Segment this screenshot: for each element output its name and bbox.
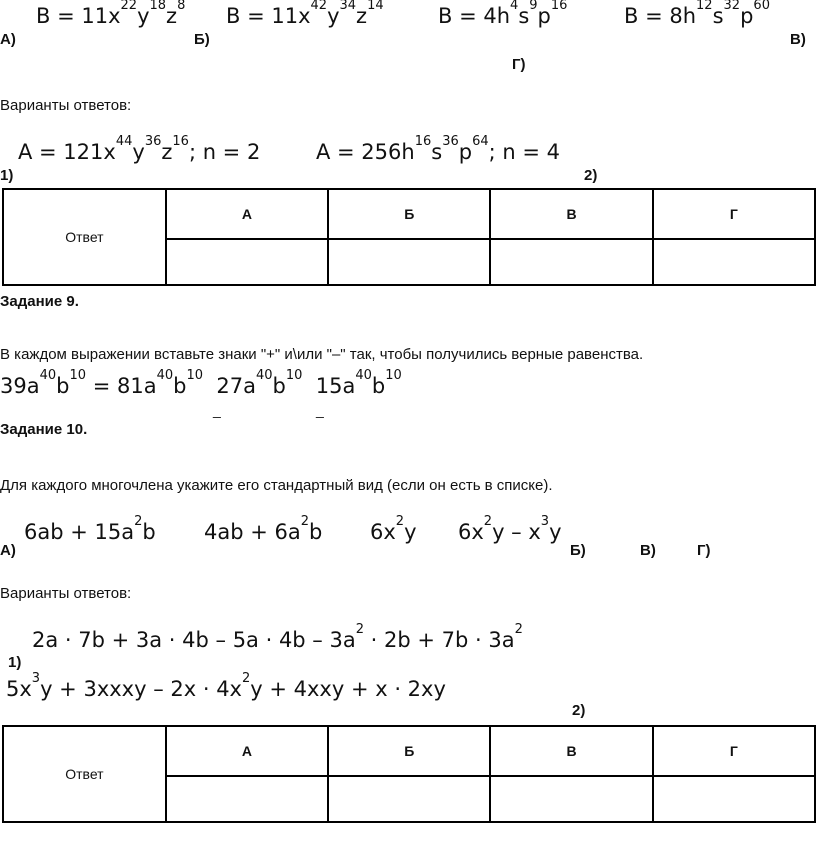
- task10-label-a: А): [0, 542, 16, 559]
- col-header-g: Г: [653, 189, 815, 239]
- answer-cell-g[interactable]: [653, 776, 815, 822]
- task10-option-g: $6x^2y - x^3y$: [458, 514, 562, 544]
- task9-instruction: В каждом выражении вставьте знаки "+" и\или "–" так, чтобы получились верные равенства.: [0, 346, 644, 363]
- answer-cell-b[interactable]: [328, 776, 490, 822]
- col-header-b: Б: [328, 726, 490, 776]
- formula-v: $B = 8h^{12}s^{32}p^{60}$: [624, 0, 770, 28]
- answer-table-1: [2, 188, 816, 286]
- answer-label-1: 1): [0, 167, 14, 184]
- task9-blank-2[interactable]: _: [316, 402, 324, 418]
- task10-label-v: В): [640, 542, 656, 559]
- col-header-v: В: [490, 726, 652, 776]
- task10-instruction: Для каждого многочлена укажите его стандартный вид (если он есть в списке).: [0, 477, 553, 494]
- answer-cell-b[interactable]: [328, 239, 490, 285]
- task10-option-b: $4ab + 6a^2b$: [204, 514, 323, 544]
- col-header-b: Б: [328, 189, 490, 239]
- formula-a: $B = 11x^{22}y^{18}z^8$: [36, 0, 186, 28]
- label-b: Б): [194, 31, 210, 48]
- task10-answer-2: $5x^3y$ + 3xxxy – $2x \cdot 4x^2y + 4xxy + x \cdot 2xy$: [6, 671, 446, 701]
- task10-answer-label-2: 2): [572, 702, 586, 719]
- task10-option-a: $6ab + 15a^2b$: [24, 514, 156, 544]
- answer-cell-v[interactable]: [490, 776, 652, 822]
- answer-cell-v[interactable]: [490, 239, 652, 285]
- answer-cell-g[interactable]: [653, 239, 815, 285]
- formula-g: $B = 4h^4s^9p^{16}$: [438, 0, 568, 28]
- task9-title: Задание 9.: [0, 293, 79, 310]
- task10-answer-label-1: 1): [8, 654, 22, 671]
- task10-answer-1: $2a \cdot 7b + 3a \cdot 4b - 5a \cdot 4b - 3a^2 \cdot 2b + 7b \cdot 3a^2$: [32, 622, 523, 652]
- answer-row-label: Ответ: [3, 189, 166, 285]
- answers-heading-2: Варианты ответов:: [0, 585, 132, 602]
- answer-option-1: $A = 121x^{44}y^{36}z^{16}$; n = 2: [18, 134, 261, 164]
- answers-heading-1: Варианты ответов:: [0, 97, 132, 114]
- task10-label-b: Б): [570, 542, 586, 559]
- formula-b: $B = 11x^{42}y^{34}z^{14}$: [226, 0, 384, 28]
- answer-table-2: [2, 725, 816, 823]
- label-g: Г): [512, 56, 526, 73]
- col-header-a: А: [166, 189, 328, 239]
- label-v: В): [790, 31, 806, 48]
- task9-blank-1[interactable]: _: [213, 402, 221, 418]
- col-header-g: Г: [653, 726, 815, 776]
- task9-expression: $39a^{40}b^{10} = 81a^{40}b^{10}$ $27a^{40}b^{10}$ $15a^{40}b^{10}$: [0, 368, 402, 398]
- answer-label-2: 2): [584, 167, 598, 184]
- answer-row-label: Ответ: [3, 726, 166, 822]
- task10-option-v: $6x^2y$: [370, 514, 417, 544]
- task10-title: Задание 10.: [0, 421, 88, 438]
- label-a: А): [0, 31, 16, 48]
- answer-option-2: $A = 256h^{16}s^{36}p^{64}$; n = 4: [316, 134, 561, 164]
- col-header-a: А: [166, 726, 328, 776]
- answer-cell-a[interactable]: [166, 776, 328, 822]
- col-header-v: В: [490, 189, 652, 239]
- task10-label-g: Г): [697, 542, 711, 559]
- answer-cell-a[interactable]: [166, 239, 328, 285]
